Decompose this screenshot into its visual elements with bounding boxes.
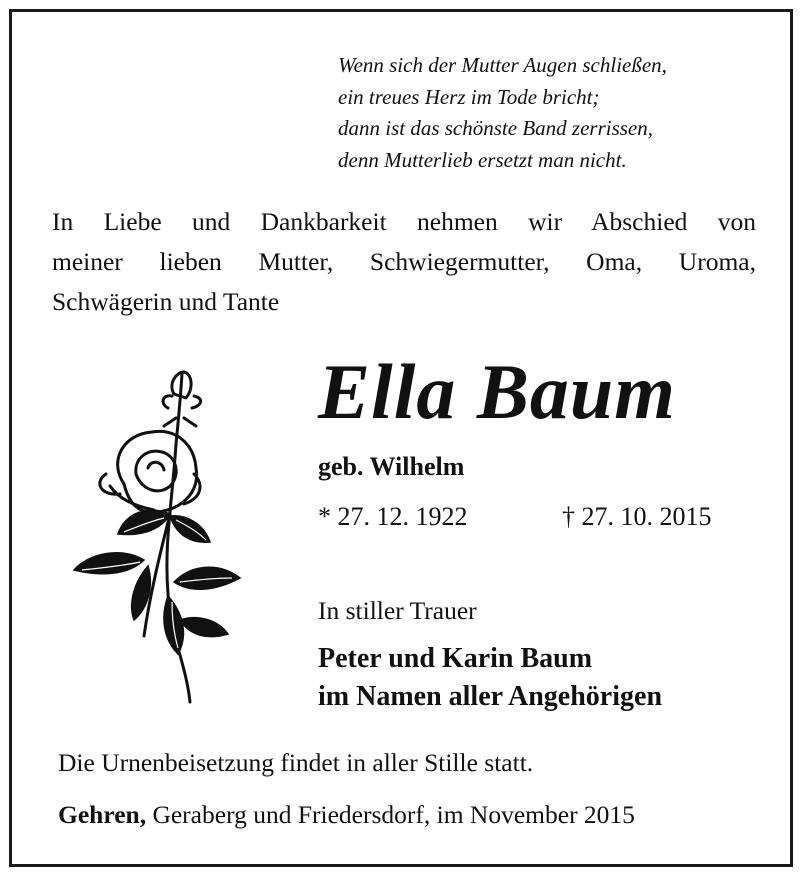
funeral-note: Die Urnenbeisetzung findet in aller Stille statt.	[58, 748, 534, 777]
death-date: † 27. 10. 2015	[562, 502, 712, 531]
poem-line: denn Mutterlieb ersetzt man nicht.	[338, 147, 627, 172]
intro-line: meiner lieben Mutter, Schwiegermutter, Oma, Uroma,	[52, 247, 756, 276]
obituary-frame	[9, 9, 793, 867]
mourners	[318, 640, 662, 716]
poem	[338, 50, 667, 176]
place-date	[58, 798, 635, 832]
poem-line: dann ist das schönste Band zerrissen,	[338, 116, 653, 140]
place-name: Gehren,	[58, 800, 147, 829]
intro-text	[52, 202, 756, 322]
intro-line: In Liebe und Dankbarkeit nehmen wir Abschied von	[52, 207, 756, 236]
birth-name: geb. Wilhelm	[318, 452, 465, 481]
poem-line: ein treues Herz im Tode bricht;	[338, 84, 600, 109]
intro-line: Schwägerin und Tante	[52, 287, 280, 316]
poem-line: Wenn sich der Mutter Augen schließen,	[338, 53, 667, 77]
mourner-line: Peter und Karin Baum	[318, 643, 593, 674]
rose-icon	[64, 364, 254, 714]
birth-date: * 27. 12. 1922	[318, 502, 468, 531]
mourner-line: im Namen aller Angehörigen	[318, 681, 663, 712]
place-rest: Geraberg und Friedersdorf, im November 2015	[146, 800, 635, 829]
deceased-name: Ella Baum	[318, 348, 676, 435]
mourning-phrase: In stiller Trauer	[318, 596, 477, 625]
